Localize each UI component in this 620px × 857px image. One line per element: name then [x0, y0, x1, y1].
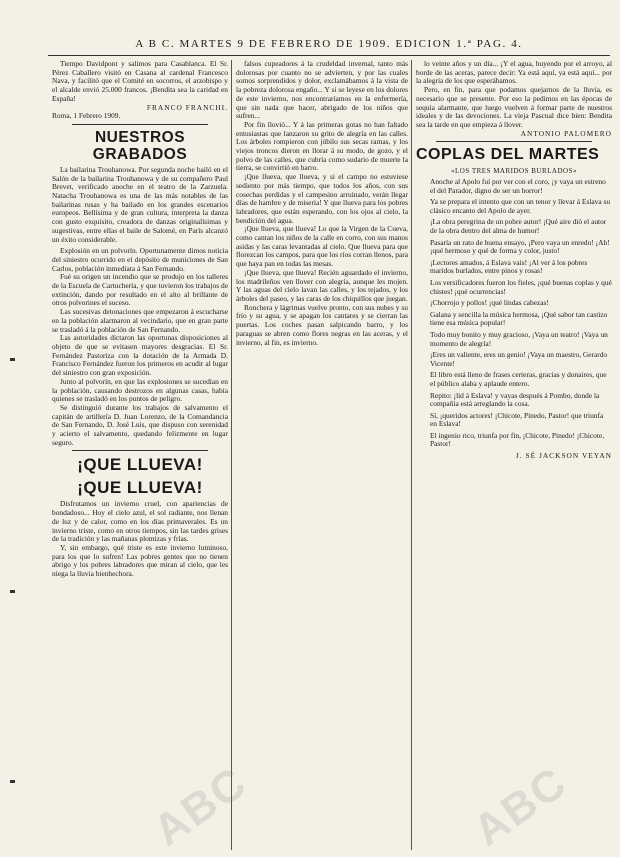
column-1 — [52, 60, 228, 850]
col2-paragraph-1: falsos cupeadores á la crudeldad invernal, tanto más dolorosas por cuanto no se advierten, y por las cuales somos sorprendidos y dolor, exclamábamos á la vista de la pobreza dolorosa engaño... Y si se leyese en los dolores de este invierno, nos encontraríamos en la enfermería, que sin nada que hacer, abrigado de los niños que sufren... — [236, 60, 408, 121]
margin-mark — [10, 780, 15, 783]
column-rule-1 — [231, 60, 232, 850]
title-que-llueva-1: ¡QUE LLUEVA! — [77, 455, 203, 475]
jackson-veyan-signature: J. SÉ JACKSON VEYAN — [515, 451, 612, 461]
coplas-stanza: Galana y sencilla la música hermosa, ¡Qué sabor tan castizo tiene esa música popular! — [430, 309, 608, 328]
palomero-signature: ANTONIO PALOMERO — [520, 128, 612, 138]
col2-paragraph-4: ¡Que llueva, que llueva! Lo que la Virgen de la Cueva, como cantan los niños de la calle en corro, con sus manos asidas y las caras levantadas al cielo. Que llueva para que florezcan los campos, para que los ríos corran llenos, para que haya pan en todas las mesas. — [236, 224, 408, 269]
coplas-stanza: ¡La obra peregrina de un pobre autor! ¡Qué aire dió el autor de la obra dentro del alma de humor! — [430, 217, 607, 235]
section-divider — [436, 141, 592, 142]
paragraph-origen: Fué su origen un incendio que se produjo en los talleres de la Escuela de Cartuchería, y que tuvieron los trabajos de extinción, dando por resultado en el alto al brillante de otros polvorines el suceso. — [52, 272, 228, 308]
paragraph-capitan: Se distinguió durante los trabajos de salvamento el capitán de artillería D. Juan Lorenzo, de la Comandancia de San Fernando, D. José Luis, que dispuso con serenidad y acierto el salvamento, quedando felizmente en lugar seguro. — [52, 402, 228, 447]
watermark-stamp: ABC — [464, 757, 576, 856]
column-3 — [416, 60, 612, 850]
coplas-stanza-list — [416, 178, 612, 449]
paragraph-trouhanowa: La bailarina Trouhanowa. Por segunda noche bailó en el Salón de la bailarina Trouhanowa y de su compañero Paul Brevet, verificado anoche en el teatro de la Zarzuela. Natacha Trouhanowa es una de las más notables de las bailarinas rusas y ha bailado en los grandes escenarios europeos. Bellísima y de gran cultura, interpreta la danza con gusto exquisito, creadora de danzas originalísimas y sugestivas, entre ellas el baile de Salomé, en París alcanzó un éxito considerable. — [52, 164, 228, 244]
section-divider — [72, 124, 208, 125]
title-coplas-del-martes: COPLAS DEL MARTES — [416, 146, 600, 164]
coplas-stanza: ¡Lectores amados, á Eslava vais! ¡Al ver á los pobres maridos burlados, entre pinos y rosas! — [430, 257, 588, 276]
col3-paragraph-2: Pero, en fin, para que podamos quejarnos de la lluvia, es necesario que se presente. Por eso la pedimos en las épocas de sequía alarmante, que luego vuelven á formar parte de nuestros ideales y de las devociones. La vieja Pascual dice bien: Bendita sea la tarde en que empieza á llover. — [416, 85, 612, 129]
paragraph-detonaciones: Las sucesivas detonaciones que empezaron á escucharse en la población alarmaron al vecindario, que en gran parte se trasladó á la población de San Fernando. — [52, 307, 228, 334]
paragraph-autoridades: Las autoridades dictaron las oportunas disposiciones al objeto de que se evitasen mayores desgracias. El Sr. Fernández Pastoriza con la dotación de la Armada D. Francisco Fernández fueron los primeros en acudir al lugar del siniestro con gran exposición. — [52, 333, 228, 378]
section-divider — [72, 450, 208, 451]
col2-paragraph-5: ¡Que llueva, que llueva! Recién aguardado el invierno, los madrileños ven llover con alegría, aunque les mojen. Y las aguas del cielo lavan las calles, y los tejados, y los árboles del paseo, y las caras de los chiquillos que juegan. — [236, 267, 408, 303]
coplas-stanza: ¡Chorrojo y pollos! ¡qué lindas cabezas! — [430, 298, 549, 308]
title-que-llueva-2: ¡QUE LLUEVA! — [77, 478, 203, 498]
intro-date: Roma, 1 Febrero 1909. — [52, 111, 121, 121]
paragraph-lluvia-1: Disfrutamos un invierno cruel, con apariencias de bondadoso... Hoy el cielo azul, el sol radiante, nos llenan de luz y de calor, como en los días primaverales. Es un invierno triste, como en otros tiempos, sin las tardes grises de la tradición y las mañanas plomizas y frías. — [52, 499, 228, 544]
column-rule-2 — [411, 60, 412, 850]
page-header: A B C. MARTES 9 DE FEBRERO DE 1909. EDICION 1.ª PAG. 4. — [135, 38, 523, 50]
margin-mark — [10, 358, 15, 361]
coplas-stanza: El ingenio rico, triunfa por fin, ¡Chicote, Pinedo! ¡Chicote, Pastor! — [430, 430, 605, 449]
coplas-stanza: Repito: ¡lid á Eslava! y vayas después á Pombo, donde la compañía está arreglando la cosa. — [430, 390, 600, 409]
paragraph-polvorin: Explosión en un polvorín. Oportunamente dimos noticia del siniestro ocurrido en el depósito de municiones de San Carlos, población inmediata á San Fernando. — [52, 246, 228, 273]
coplas-stanza: Pasaría un rato de buena ensayo, ¡Pero vaya un enredo! ¡Ah! ¡qué hermoso y qué de forma y color, justo! — [430, 237, 610, 256]
coplas-stanza: Ya se prepara el intento que con un tenor y llevar á Eslava su clásico encanto del Apolo de ayer. — [430, 197, 611, 215]
watermark-stamp: ABC — [144, 757, 256, 856]
coplas-stanza: Los versificadores fueron los fieles, ¡qué buenas coplas y qué chistes! ¡qué ocurrencias! — [430, 277, 612, 296]
paragraph-lluvia-2: Y, sin embargo, qué triste es este invierno luminoso, para los que lo sufren! Las pobres gentes que no tienen abrigo y los pobres labradores que miran al cielo, que les niega la lluvia bienhechora. — [52, 542, 228, 579]
margin-mark — [10, 590, 15, 593]
header-rule — [48, 55, 610, 56]
title-nuestros-grabados: NUESTROS GRABADOS — [92, 128, 188, 163]
intro-signature: FRANCO FRANCHI. — [146, 102, 228, 112]
coplas-stanza: ¡Eres un valiente, eres un genio! ¡Vaya un maestro, Gerardo Vicente! — [430, 350, 608, 368]
col3-paragraph-1: lo veinte años y un día... ¡Y el agua, huyendo por el arroyo, al borde de las aceras, parece decir: Ya está aquí, ya está aquí... por la alegría de los que esperábamos. — [416, 60, 612, 86]
coplas-stanza: Sí, ¡queridos actores! ¡Chicote, Pinedo, Pastor! que triunfa en Eslava! — [430, 410, 604, 429]
col2-paragraph-6: Ronchera y lágrimas vuelve pronto, con sus nubes y su frío y su agua, y se apagan los cantares y se cierran las puertas. Los coches pasan salpicando barro, y los paraguas se abren como flores negras en las aceras, y el invierno, al fin, es invierno. — [236, 302, 408, 347]
coplas-stanza: El libro está lleno de frases certeras, gracias y donaires, que el público alaba y aplaude entero. — [430, 370, 607, 388]
intro-paragraph: Tiempo Davidpont y salimos para Casablanca. El Sr. Pérez Caballero visitó en Casana al cardenal Francesco Nava, y facilitó que el Comité en socorros, el arzobispo y el alcalde envió 25.000 francos. ¡Bendita sea la caridad en España! — [52, 60, 228, 103]
col2-paragraph-2: Por fin llovió... Y á las primeras gotas no han faltado entusiastas que lanzaron su grito de alegría en las calles. Los árboles rompieron con júbilo sus secas ramas, y los viejos troncos dieron en llorar á su modo, de gozo, y el polvo de las calles, que cubría como sudario de muerte la tierra, se convirtió en barro. — [236, 119, 408, 173]
col2-paragraph-3: ¡Que llueva, que llueva, y si el campo no estuviese sediento por más tiempo, que todos los años, con sus cosechas perdidas y el campesino arruinado, verán llegar días de hambre y de miseria! Y que llueva para los pobres labradores, que están esperando, con los ojos al cielo, la bendición del agua. — [236, 172, 408, 225]
coplas-stanza: Todo muy bonito y muy gracioso, ¡Vaya un teatro! ¡Vaya un momento de alegría! — [430, 329, 608, 348]
coplas-subtitle: «LOS TRES MARIDOS BURLADOS» — [451, 167, 577, 176]
column-2 — [236, 60, 408, 850]
paragraph-polvorin-2: Junto al polvorín, en que las explosiones se sucedían en la población, causando destrozos en algunas casas, había quienes se trasladó en los puntos de peligro. — [52, 376, 228, 404]
coplas-stanza: Anoche al Apolo fuí por ver con el coro, ¡y vaya un estreno el del Parador, digno de ser un horror! — [430, 177, 606, 195]
